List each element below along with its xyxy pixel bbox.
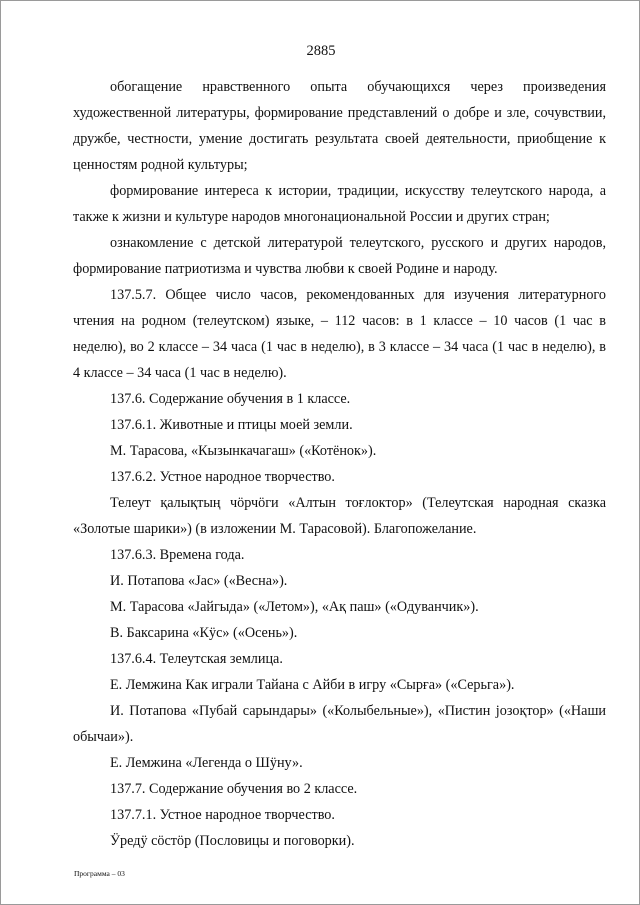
item-lemzhina-game: Е. Лемжина Как играли Тайана с Айби в игру «Сырға» («Серьга»).: [110, 677, 515, 693]
paragraph-goals-2: формирование интереса к истории, традиции, искусству телеутского народа, а также к жизни и культуре народов многонациональной России и других стран;: [73, 183, 606, 225]
paragraph-goals-1: обогащение нравственного опыта обучающихся через произведения художественной литературы, формирование представлений о добре и зле, сочувствии, дружбе, честности, умение достигать результата своей деятельности, приобщение к ценностям родной культуры;: [73, 79, 606, 173]
page-body: [73, 74, 606, 854]
page-number: 2885: [306, 43, 336, 59]
item-potapova-lullabies: И. Потапова «Пубай сарындары» («Колыбельные»), «Пистин јозоқтор» («Наши обычаи»).: [73, 703, 606, 745]
subsection-folklore: 137.6.2. Устное народное творчество.: [110, 469, 335, 485]
paragraph-goals-3: ознакомление с детской литературой телеутского, русского и других народов, формирование патриотизма и чувства любви к своей Родине и народу.: [73, 235, 606, 277]
page-footer: Программа – 03: [74, 869, 125, 878]
item-tarasova-summer: М. Тарасова «Јайгыда» («Летом»), «Ақ паш» («Одуванчик»).: [110, 599, 479, 615]
item-lemzhina-legend: Е. Лемжина «Легенда о Шӱну».: [110, 755, 303, 771]
subsection-seasons: 137.6.3. Времена года.: [110, 547, 245, 563]
section-heading-grade-2: 137.7. Содержание обучения во 2 классе.: [110, 781, 358, 797]
paragraph-hours: 137.5.7. Общее число часов, рекомендованных для изучения литературного чтения на родном (телеутском) языке, – 112 часов: в 1 классе – 10 часов (1 час в неделю), во 2 классе – 34 часа (1 час в неделю), в 3 классе – 34 часа (1 час в неделю), в 4 классе – 34 часа (1 час в неделю).: [73, 287, 606, 381]
subsection-folklore-grade-2: 137.7.1. Устное народное творчество.: [110, 807, 335, 823]
item-golden-balls: Телеут қалықтың чӧрчӧги «Алтын тоғлоктор» (Телеутская народная сказка «Золотые шарики») (в изложении М. Тарасовой). Благопожелание.: [73, 495, 606, 537]
item-tarasova-kitten: М. Тарасова, «Кызынкачагаш» («Котёнок»).: [110, 443, 377, 459]
subsection-teleut-land: 137.6.4. Телеутская землица.: [110, 651, 283, 667]
item-baksarina-autumn: В. Баксарина «Кӱс» («Осень»).: [110, 625, 298, 641]
subsection-animals: 137.6.1. Животные и птицы моей земли.: [110, 417, 353, 433]
section-heading-grade-1: 137.6. Содержание обучения в 1 классе.: [110, 391, 351, 407]
item-proverbs: Ӱредӱ сӧстӧр (Пословицы и поговорки).: [110, 833, 355, 849]
item-potapova-spring: И. Потапова «Јас» («Весна»).: [110, 573, 288, 589]
